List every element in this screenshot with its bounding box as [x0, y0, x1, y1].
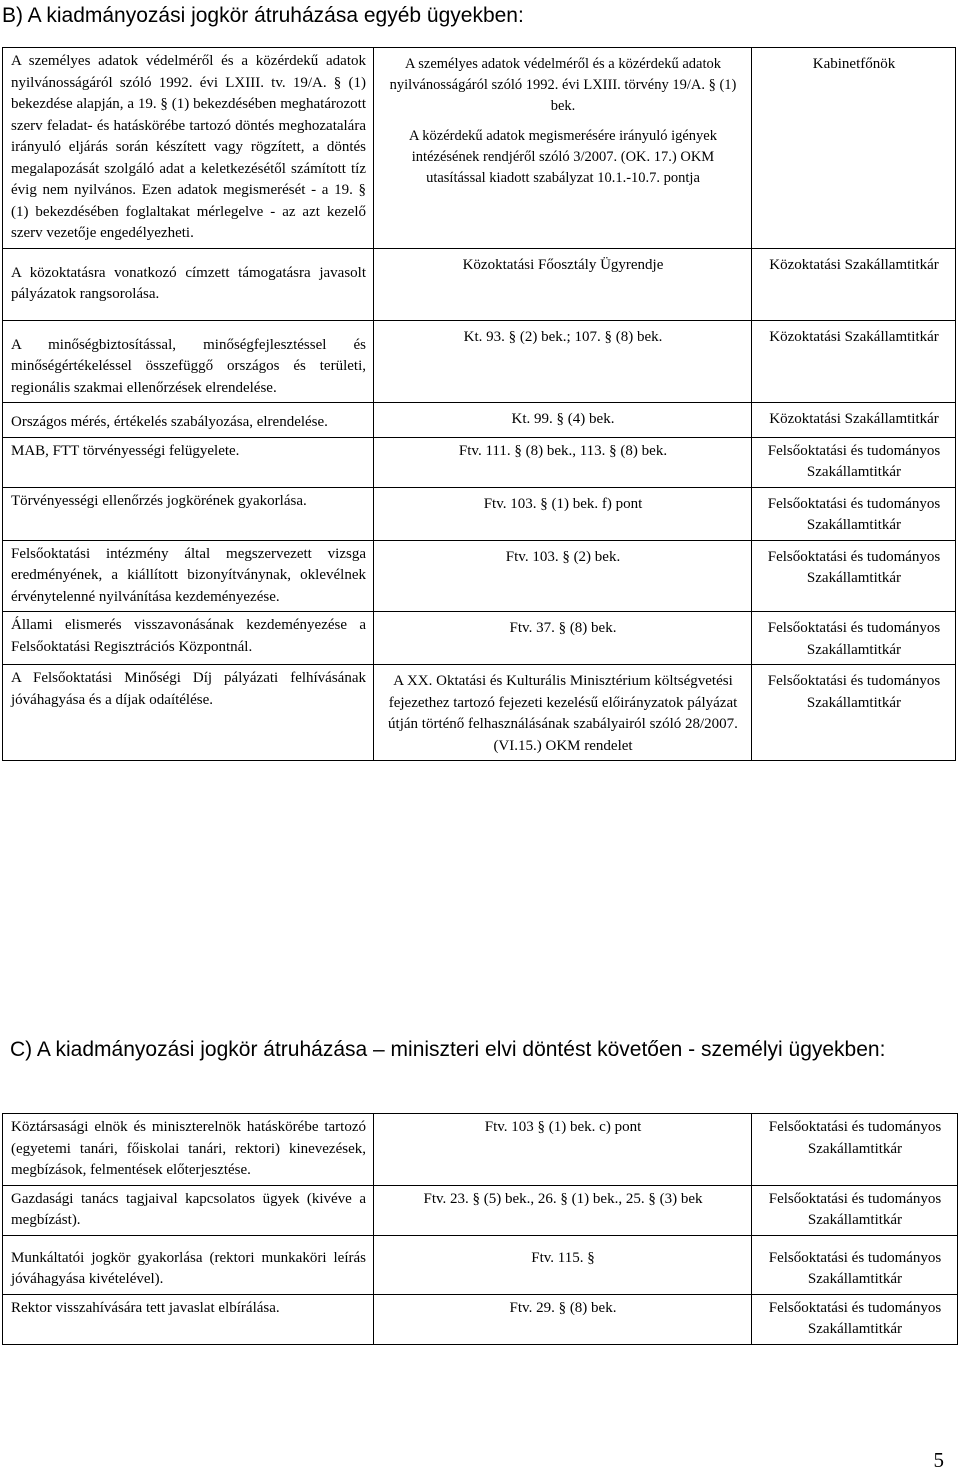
legal-basis-cell — [374, 48, 752, 249]
legal-basis-cell: Ftv. 29. § (8) bek. — [374, 1294, 752, 1344]
subject-cell: Gazdasági tanács tagjaival kapcsolatos ügyek (kivéve a megbízást). — [3, 1185, 374, 1235]
legal-basis-text: A személyes adatok védelméről és a közérdekű adatok nyilvánosságáról szóló 1992. évi LXIII. törvény 19/A. § (1) bek. — [389, 56, 737, 114]
subject-cell: A minőségbiztosítással, minőségfejlesztéssel és minőségértékeléssel összefüggő országos és területi, regionális szakmai ellenőrzések elrendelése. — [3, 320, 374, 403]
subject-cell: A közoktatásra vonatkozó címzett támogatásra javasolt pályázatok rangsorolása. — [3, 248, 374, 320]
authority-cell: Kabinetfőnök — [752, 48, 956, 249]
authority-cell: Felsőoktatási és tudományos Szakállamtitkár — [752, 540, 956, 612]
authority-cell: Közoktatási Szakállamtitkár — [752, 248, 956, 320]
authority-cell: Felsőoktatási és tudományos Szakállamtitkár — [752, 612, 956, 665]
table-row — [3, 612, 956, 665]
authority-cell: Felsőoktatási és tudományos Szakállamtitkár — [752, 1185, 958, 1235]
authority-cell: Felsőoktatási és tudományos Szakállamtitkár — [752, 1114, 958, 1186]
subject-cell: Törvényességi ellenőrzés jogkörének gyakorlása. — [3, 487, 374, 540]
table-row — [3, 487, 956, 540]
table-row — [3, 1235, 958, 1294]
subject-cell: A személyes adatok védelméről és a közérdekű adatok nyilvánosságáról szóló 1992. évi LXIII. tv. 19/A. § (1) bekezdése alapján, a 19. § (1) bekezdésében meghatározott szerv feladat- és hatáskörébe tartozó döntés meghozatalára irányuló eljárás során készített vagy rögzített, a döntés megalapozását szolgáló adat a keletkezésétől számított tíz évig nem nyilvános. Ezen adatok megismerését - a 19. § (1) bekezdésében foglaltakat mérlegelve - az azt kezelő szerv vezetője engedélyezheti. — [3, 48, 374, 249]
table-row — [3, 403, 956, 438]
legal-basis-cell: Ftv. 103 § (1) bek. c) pont — [374, 1114, 752, 1186]
legal-basis-text: A közérdekű adatok megismerésére irányuló igények intézésének rendjéről szóló 3/2007. (OK. 17.) OKM utasítással kiadott szabályzat 10.1.-10.7. pontja — [408, 128, 717, 186]
legal-basis-cell: Kt. 99. § (4) bek. — [374, 403, 752, 438]
legal-basis-cell: Ftv. 103. § (2) bek. — [374, 540, 752, 612]
subject-cell: Felsőoktatási intézmény által megszervezett vizsga eredményének, a kiállított bizonyítványnak, oklevélnek érvénytelenné nyilvánítása kezdeményezése. — [3, 540, 374, 612]
table-row — [3, 665, 956, 761]
table-row — [3, 540, 956, 612]
legal-basis-cell: Ftv. 115. § — [374, 1235, 752, 1294]
authority-cell: Felsőoktatási és tudományos Szakállamtitkár — [752, 487, 956, 540]
legal-basis-cell: Közoktatási Főosztály Ügyrendje — [374, 248, 752, 320]
authority-cell: Közoktatási Szakállamtitkár — [752, 403, 956, 438]
legal-basis-cell: Kt. 93. § (2) bek.; 107. § (8) bek. — [374, 320, 752, 403]
table-row — [3, 1294, 958, 1344]
section-b-heading: B) A kiadmányozási jogkör átruházása egyéb ügyekben: — [2, 4, 524, 27]
subject-cell: Országos mérés, értékelés szabályozása, elrendelése. — [3, 403, 374, 438]
subject-cell: MAB, FTT törvényességi felügyelete. — [3, 437, 374, 487]
legal-basis-cell: Ftv. 103. § (1) bek. f) pont — [374, 487, 752, 540]
table-row — [3, 1114, 958, 1186]
authority-cell: Felsőoktatási és tudományos Szakállamtitkár — [752, 1294, 958, 1344]
subject-cell: Rektor visszahívására tett javaslat elbírálása. — [3, 1294, 374, 1344]
legal-basis-cell: Ftv. 37. § (8) bek. — [374, 612, 752, 665]
table-row — [3, 248, 956, 320]
table-row — [3, 1185, 958, 1235]
subject-cell: Állami elismerés visszavonásának kezdeményezése a Felsőoktatási Regisztrációs Központnál. — [3, 612, 374, 665]
legal-basis-cell: A XX. Oktatási és Kulturális Minisztérium költségvetési fejezethez tartozó fejezeti kezelésű előirányzatok pályázat útján történő felhasználásának szabályairól szóló 28/2007. (VI.15.) OKM rendelet — [374, 665, 752, 761]
authority-cell: Felsőoktatási és tudományos Szakállamtitkár — [752, 437, 956, 487]
legal-basis-cell: Ftv. 111. § (8) bek., 113. § (8) bek. — [374, 437, 752, 487]
section-c-heading: C) A kiadmányozási jogkör átruházása – miniszteri elvi döntést követően - személyi ügyekben: — [10, 1038, 886, 1061]
authority-cell: Felsőoktatási és tudományos Szakállamtitkár — [752, 665, 956, 761]
table-row — [3, 437, 956, 487]
page-number: 5 — [933, 1448, 944, 1472]
authority-cell: Közoktatási Szakállamtitkár — [752, 320, 956, 403]
table-row — [3, 320, 956, 403]
subject-cell: Köztársasági elnök és miniszterelnök hatáskörébe tartozó (egyetemi tanári, főiskolai tanári, rektori) kinevezések, megbízások, felmentések előterjesztése. — [3, 1114, 374, 1186]
authority-cell: Felsőoktatási és tudományos Szakállamtitkár — [752, 1235, 958, 1294]
section-b-table — [2, 47, 956, 761]
section-c-table — [2, 1113, 958, 1345]
subject-cell: A Felsőoktatási Minőségi Díj pályázati felhívásának jóváhagyása és a díjak odaítélése. — [3, 665, 374, 761]
subject-cell: Munkáltatói jogkör gyakorlása (rektori munkaköri leírás jóváhagyása kivételével). — [3, 1235, 374, 1294]
legal-basis-cell: Ftv. 23. § (5) bek., 26. § (1) bek., 25. § (3) bek — [374, 1185, 752, 1235]
table-row — [3, 48, 956, 249]
